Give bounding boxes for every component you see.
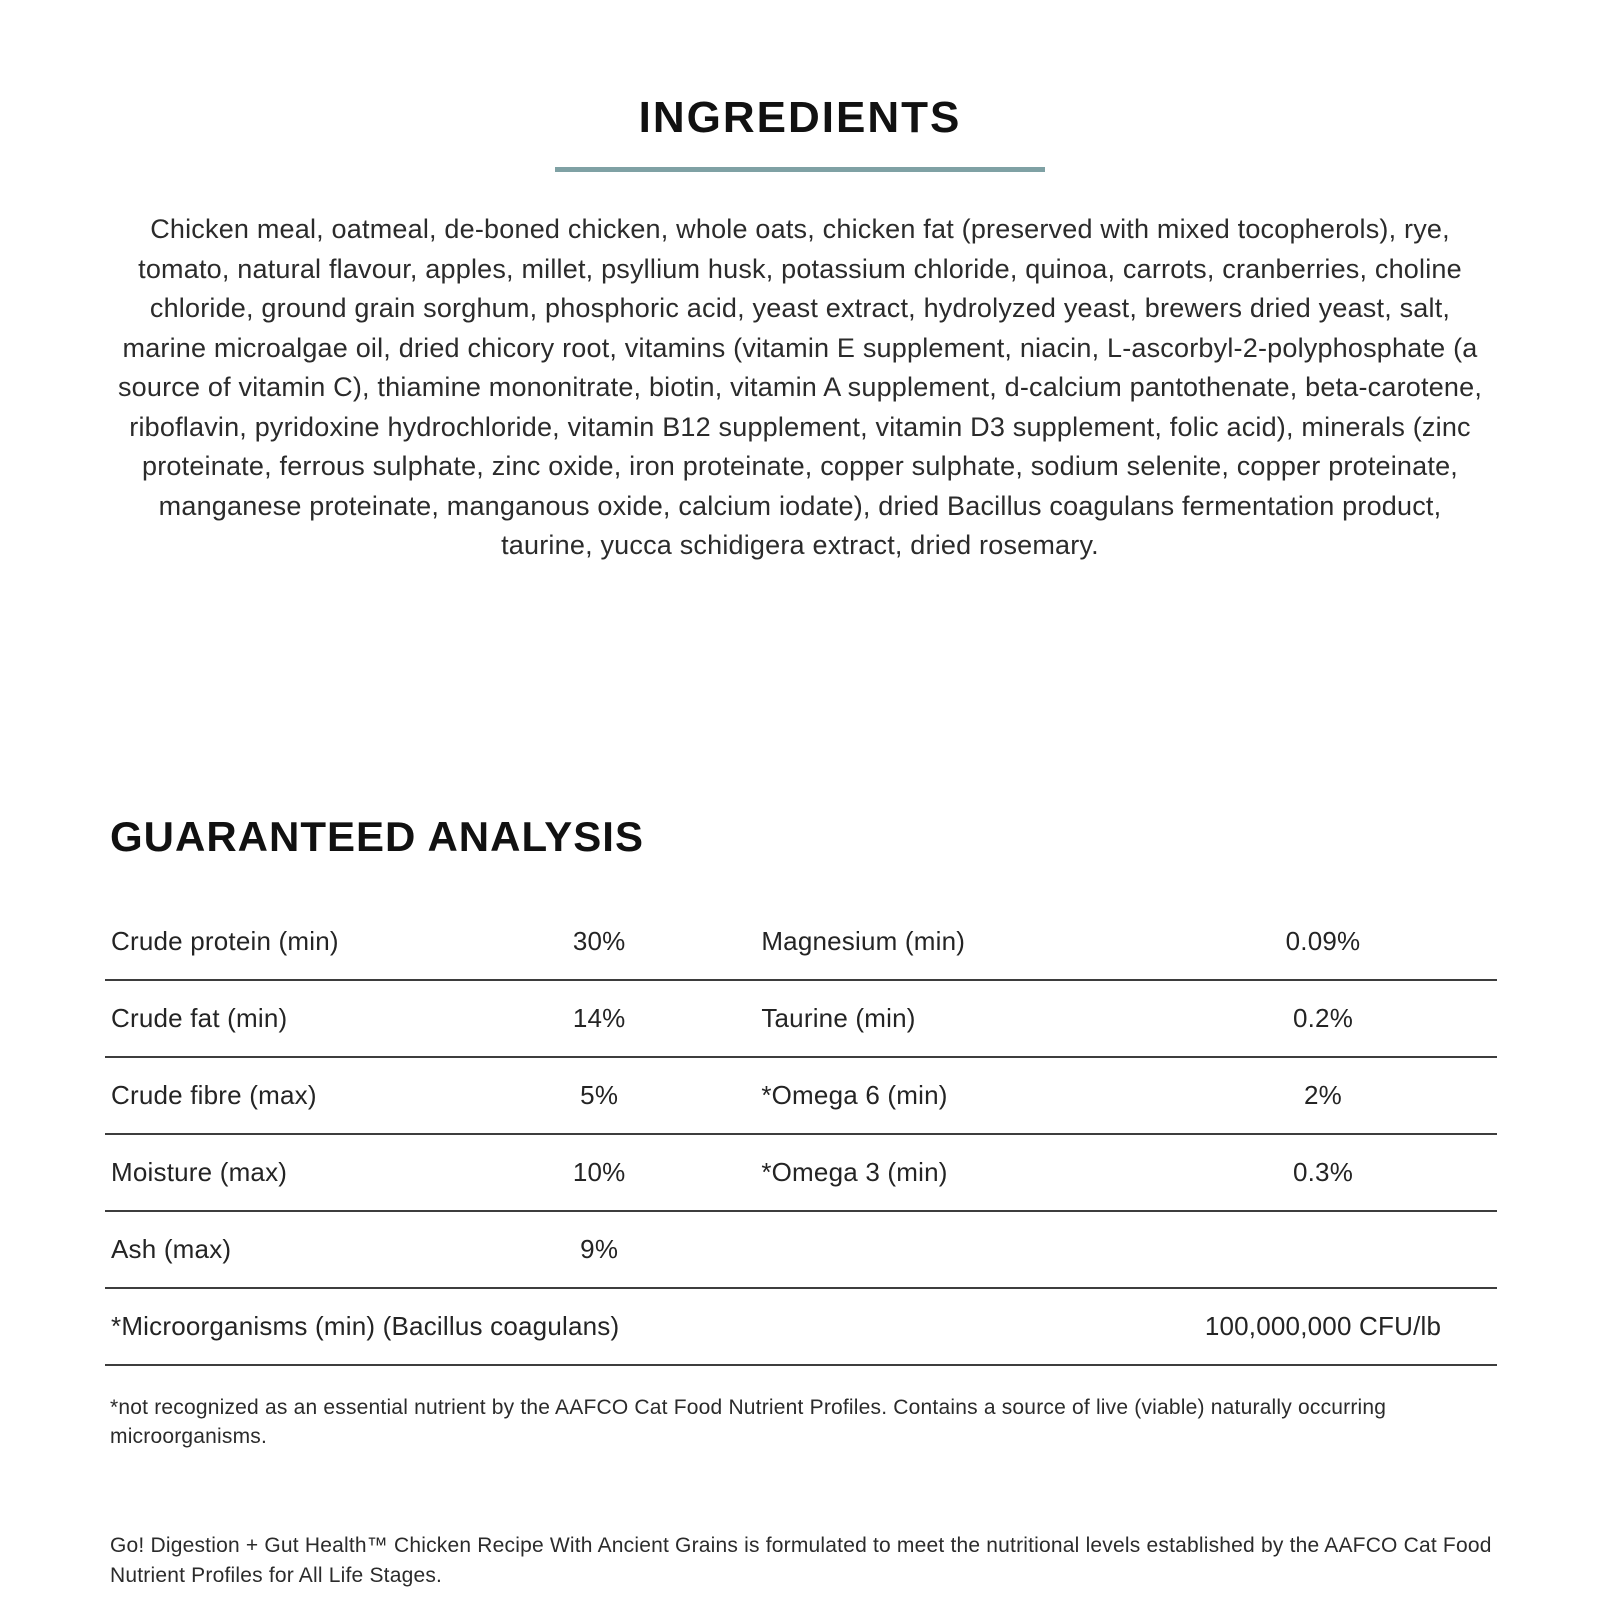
nutrient-value: 0.3% — [1292, 1156, 1354, 1187]
table-row — [105, 904, 1497, 981]
nutrient-value: 9% — [580, 1233, 619, 1264]
nutrient-label: Crude fat (min) — [111, 1002, 288, 1033]
ingredients-text: Chicken meal, oatmeal, de-boned chicken, whole oats, chicken fat (preserved with mixed tocopherols), rye, tomato, natural flavour, apples, millet, psyllium husk, potassium chloride, quinoa, carrots, cranberries, choline chloride, ground grain sorghum, phosphoric acid, yeast extract, hydrolyzed yeast, brewers dried yeast, salt, marine microalgae oil, dried chicory root, vitamins (vitamin E supplement, niacin, L-ascorbyl-2-polyphosphate (a source of vitamin C), thiamine mononitrate, biotin, vitamin A supplement, d-calcium pantothenate, beta-carotene, riboflavin, pyridoxine hydrochloride, vitamin B12 supplement, vitamin D3 supplement, folic acid), minerals (zinc proteinate, ferrous sulphate, zinc oxide, iron proteinate, copper sulphate, sodium selenite, copper proteinate, manganese proteinate, manganous oxide, calcium iodate), dried Bacillus coagulans fermentation product, taurine, yucca schidigera extract, dried rosemary. — [117, 214, 1483, 560]
table-row — [105, 1135, 1497, 1212]
nutrient-label: Taurine (min) — [761, 1002, 916, 1033]
nutrient-label: Magnesium (min) — [761, 925, 966, 956]
guaranteed-analysis-table — [105, 904, 1497, 1366]
nutrient-value: 2% — [1303, 1079, 1342, 1110]
nutrient-label: *Omega 3 (min) — [761, 1156, 948, 1187]
nutrient-label: Crude fibre (max) — [111, 1079, 317, 1110]
microorganisms-row — [105, 1289, 1497, 1366]
nutrient-value: 100,000,000 CFU/lb — [1204, 1310, 1442, 1341]
nutrient-label: *Omega 6 (min) — [761, 1079, 948, 1110]
nutrient-label: Crude protein (min) — [111, 925, 339, 956]
nutrient-value: 0.09% — [1285, 925, 1361, 956]
nutrient-value: 0.2% — [1292, 1002, 1354, 1033]
nutrient-label: *Microorganisms (min) (Bacillus coagulans) — [111, 1310, 620, 1341]
title-accent-rule — [555, 167, 1045, 172]
table-row — [105, 1058, 1497, 1135]
nutrient-value: 14% — [572, 1002, 626, 1033]
nutrient-value: 10% — [572, 1156, 626, 1187]
guaranteed-analysis-title: GUARANTEED ANALYSIS — [110, 812, 644, 860]
table-row — [105, 981, 1497, 1058]
aafco-statement: Go! Digestion + Gut Health™ Chicken Recipe With Ancient Grains is formulated to meet the nutritional levels established by the AAFCO Cat Food Nutrient Profiles for All Life Stages. — [110, 1533, 1492, 1587]
nutrient-value: 30% — [572, 925, 626, 956]
ingredients-title: INGREDIENTS — [638, 93, 962, 142]
table-row — [105, 1212, 1497, 1289]
nutrient-label: Moisture (max) — [111, 1156, 288, 1187]
nutrient-value: 5% — [580, 1079, 619, 1110]
aafco-footnote: *not recognized as an essential nutrient by the AAFCO Cat Food Nutrient Profiles. Contains a source of live (viable) naturally occurring microorganisms. — [110, 1395, 1387, 1448]
nutrient-label: Ash (max) — [111, 1233, 232, 1264]
